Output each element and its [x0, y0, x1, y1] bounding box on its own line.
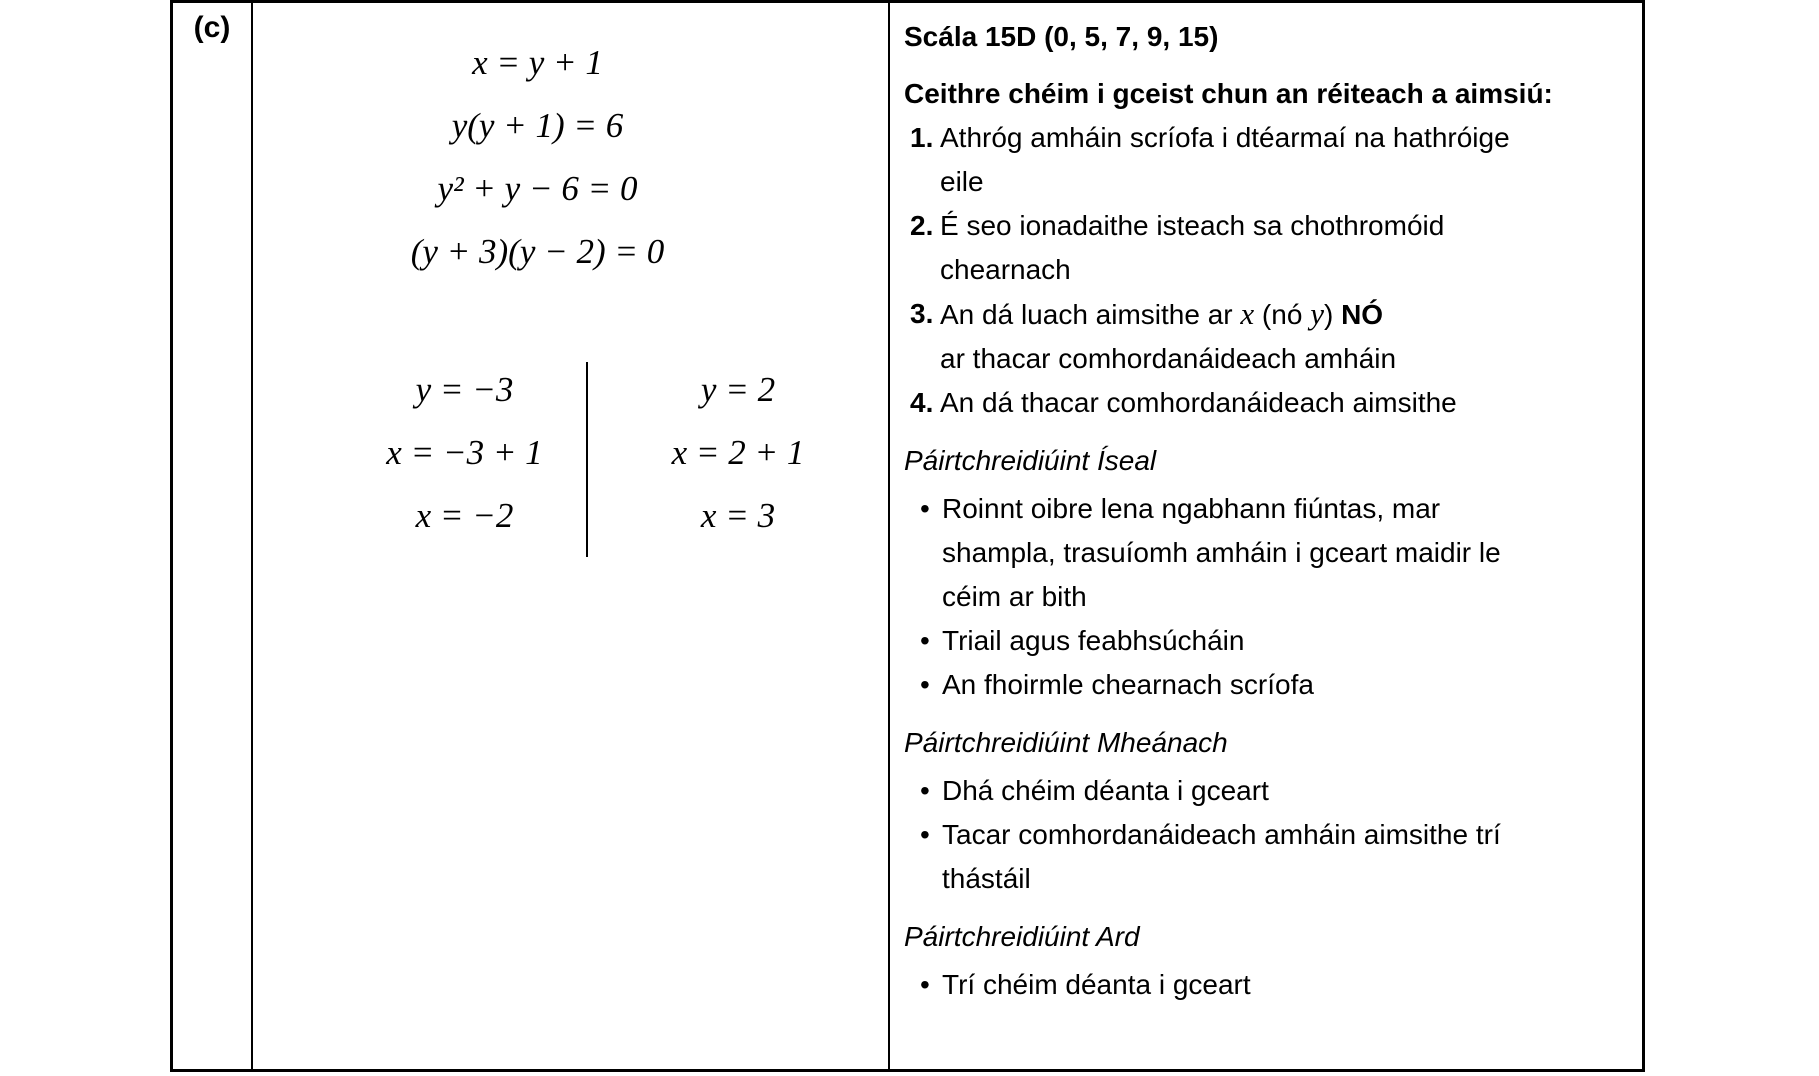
step-text-part: ): [1323, 299, 1342, 330]
equation-line: y(y + 1) = 6: [451, 106, 624, 145]
section-title: Páirtchreidiúint Ard: [904, 921, 1140, 952]
bullet-text: Roinnt oibre lena ngabhann fiúntas, mar shampla, trasuíomh amháin i gceart maidir le céim ar bith: [942, 493, 1501, 612]
case-equation: x = 2 + 1: [671, 433, 805, 472]
step-item: [904, 204, 1622, 292]
step-number: 3.: [910, 298, 934, 329]
case-right-column: [588, 358, 888, 557]
section-title: Páirtchreidiúint Mheánach: [904, 727, 1228, 758]
step-text-part: An dá luach aimsithe ar: [940, 299, 1241, 330]
bullet-item: [904, 663, 1622, 707]
bullet-text: Tacar comhordanáideach amháin aimsithe trí thástáil: [942, 819, 1501, 894]
bullet-text: Triail agus feabhsúcháin: [942, 625, 1245, 656]
bullet-icon: •: [920, 625, 930, 656]
case-equation: y = 2: [700, 370, 776, 409]
step-number: 4.: [910, 387, 934, 418]
bullet-icon: •: [920, 969, 930, 1000]
steps-heading: Ceithre chéim i gceist chun an réiteach a aimsiú:: [904, 78, 1553, 109]
bullet-item: [904, 813, 1622, 901]
case-equation: x = −2: [415, 496, 514, 535]
marking-notes-cell: [890, 3, 1642, 1069]
case-equation: y = −3: [415, 370, 514, 409]
math-variable-x: x: [1240, 296, 1255, 331]
bullet-item: [904, 769, 1622, 813]
case-equation: x = −3 + 1: [386, 433, 543, 472]
bullet-icon: •: [920, 775, 930, 806]
step-number: 2.: [910, 210, 934, 241]
case-left-column: [343, 358, 586, 557]
partial-credit-section: [904, 915, 1622, 1007]
equation-stack: [253, 3, 888, 283]
equation-line: y² + y − 6 = 0: [437, 169, 638, 208]
scale-heading: Scála 15D (0, 5, 7, 9, 15): [904, 21, 1219, 52]
bullet-icon: •: [920, 819, 930, 850]
bullet-text: Dhá chéim déanta i gceart: [942, 775, 1269, 806]
step-text: É seo ionadaithe isteach sa chothromóid chearnach: [940, 210, 1445, 285]
step-text-part: (nó: [1254, 299, 1311, 330]
bullet-text: Trí chéim déanta i gceart: [942, 969, 1251, 1000]
steps-list: [904, 116, 1622, 425]
bullet-item: [904, 487, 1622, 619]
step-text-bold: NÓ: [1341, 299, 1384, 330]
step-text: An dá thacar comhordanáideach aimsithe: [940, 387, 1457, 418]
partial-credit-section: [904, 721, 1622, 901]
bullet-icon: •: [920, 669, 930, 700]
solution-cell: [253, 3, 890, 1069]
equation-line: x = y + 1: [472, 43, 603, 82]
math-variable-y: y: [1310, 296, 1324, 331]
step-item: [904, 381, 1622, 425]
step-text: [940, 292, 1396, 381]
section-title: Páirtchreidiúint Íseal: [904, 445, 1157, 476]
marking-table: [170, 0, 1645, 1072]
bullet-text: An fhoirmle chearnach scríofa: [942, 669, 1314, 700]
cases-block: [343, 358, 888, 557]
step-text-line2: ar thacar comhordanáideach amháin: [940, 343, 1397, 374]
step-item: [904, 116, 1622, 204]
step-item: [904, 292, 1622, 381]
bullet-item: [904, 963, 1622, 1007]
equation-line: (y + 3)(y − 2) = 0: [410, 232, 665, 271]
case-equation: x = 3: [700, 496, 776, 535]
bullet-item: [904, 619, 1622, 663]
bullet-icon: •: [920, 493, 930, 524]
step-text: Athróg amháin scríofa i dtéarmaí na hathróige eile: [940, 122, 1510, 197]
partial-credit-section: [904, 439, 1622, 707]
step-number: 1.: [910, 122, 934, 153]
part-label-cell: [173, 3, 253, 1069]
part-label: (c): [193, 11, 231, 44]
